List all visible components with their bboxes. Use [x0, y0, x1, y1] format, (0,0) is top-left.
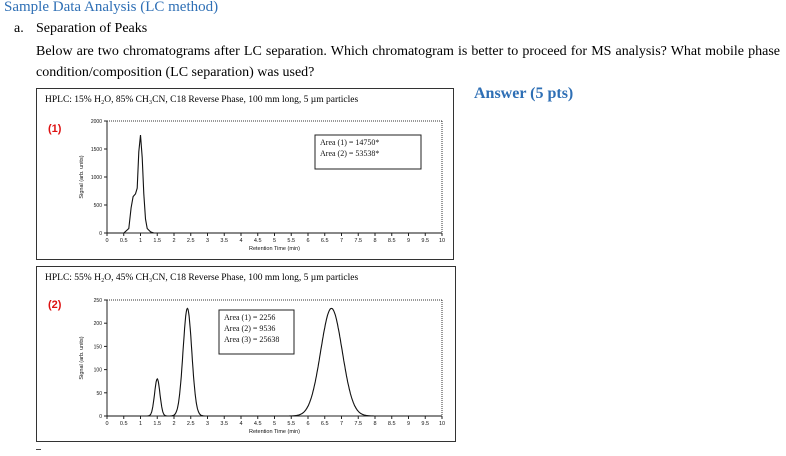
area-value: Area (1) = 14750*: [320, 138, 380, 147]
y-axis-label: Signal (arb. units): [79, 155, 85, 199]
y-tick-label: 50: [96, 390, 102, 397]
panel-2-tag: (2): [48, 299, 62, 311]
x-tick-label: 7.5: [354, 421, 363, 427]
panel-2-caption: HPLC: 55% H₂O, 45% CH₃CN, C18 Reverse Phase, 100 mm long, 5 µm particles: [45, 273, 359, 283]
area-value: Area (2) = 53538*: [320, 149, 380, 158]
x-tick-label: 4: [239, 421, 243, 427]
x-tick-label: 2: [172, 238, 176, 244]
y-tick-label: 1000: [90, 175, 102, 181]
question-body: Below are two chromatograms after LC separation. Which chromatogram is better to proceed for MS analysis? What mobile phase condition/composition (LC separation) was used?: [36, 44, 780, 80]
x-tick-label: 10: [438, 421, 446, 427]
x-tick-label: 1.5: [153, 238, 162, 244]
x-tick-label: 9: [406, 421, 411, 427]
page-dash: [36, 449, 41, 450]
y-axis-label: Signal (arb. units): [79, 336, 85, 380]
x-tick-label: 0.5: [119, 421, 128, 427]
y-tick-label: 100: [93, 367, 102, 374]
chromatogram-1-plot: [37, 89, 455, 261]
area-legend-box: [219, 310, 294, 354]
x-tick-label: 10: [438, 238, 446, 244]
area-legend-box: [315, 135, 421, 169]
y-tick-label: 150: [93, 344, 102, 351]
x-tick-label: 0: [105, 421, 109, 427]
x-tick-label: 2.5: [186, 238, 195, 244]
x-tick-label: 6: [306, 421, 310, 427]
x-tick-label: 8: [373, 421, 377, 427]
x-tick-label: 4.5: [253, 421, 262, 427]
answer-label: Answer (5 pts): [474, 85, 574, 102]
x-tick-label: 7: [339, 238, 344, 244]
x-tick-label: 6.5: [320, 238, 329, 244]
x-tick-label: 3.5: [220, 421, 229, 427]
y-tick-label: 2000: [90, 119, 102, 125]
x-tick-label: 8.5: [387, 421, 396, 427]
x-tick-label: 7: [339, 421, 344, 427]
x-tick-label: 4: [239, 238, 243, 244]
y-tick-label: 0: [99, 231, 102, 237]
x-tick-label: 1.5: [153, 421, 162, 427]
x-tick-label: 4.5: [253, 238, 262, 244]
x-tick-label: 3.5: [220, 238, 229, 244]
y-tick-label: 0: [99, 414, 102, 420]
y-tick-label: 200: [93, 321, 102, 328]
x-tick-label: 1: [138, 421, 143, 427]
x-tick-label: 3: [205, 421, 210, 427]
x-tick-label: 2: [172, 421, 176, 427]
x-axis-label: Retention Time (min): [248, 429, 301, 435]
x-tick-label: 0.5: [119, 238, 128, 244]
x-axis-label: Retention Time (min): [248, 246, 301, 252]
x-tick-label: 3: [205, 238, 210, 244]
x-tick-label: 9: [406, 238, 411, 244]
x-tick-label: 5.5: [287, 421, 296, 427]
x-tick-label: 0: [105, 238, 109, 244]
chromatogram-2-plot: [37, 267, 457, 443]
x-tick-label: 8: [373, 238, 377, 244]
chromatogram-panel-1: [36, 88, 454, 260]
question-letter: a.: [14, 21, 24, 36]
x-tick-label: 6.5: [320, 421, 329, 427]
document-title: Sample Data Analysis (LC method): [4, 0, 219, 15]
x-tick-label: 7.5: [354, 238, 363, 244]
x-tick-label: 6: [306, 238, 310, 244]
panel-1-caption: HPLC: 15% H₂O, 85% CH₃CN, C18 Reverse Phase, 100 mm long, 5 µm particles: [45, 95, 359, 105]
x-tick-label: 5: [272, 421, 277, 427]
question-title: Separation of Peaks: [36, 21, 148, 36]
chromatogram-panel-2: [36, 266, 456, 442]
x-tick-label: 5: [272, 238, 277, 244]
x-tick-label: 5.5: [287, 238, 296, 244]
x-tick-label: 8.5: [387, 238, 396, 244]
x-tick-label: 9.5: [421, 238, 430, 244]
y-tick-label: 500: [93, 203, 102, 209]
x-tick-label: 9.5: [421, 421, 430, 427]
area-value: Area (1) = 2256: [224, 313, 276, 322]
y-tick-label: 1500: [90, 147, 102, 153]
y-tick-label: 250: [93, 298, 102, 304]
x-tick-label: 1: [138, 238, 143, 244]
area-value: Area (3) = 25638: [224, 335, 280, 344]
area-value: Area (2) = 9536: [224, 324, 276, 333]
panel-1-tag: (1): [48, 123, 62, 135]
x-tick-label: 2.5: [186, 421, 195, 427]
